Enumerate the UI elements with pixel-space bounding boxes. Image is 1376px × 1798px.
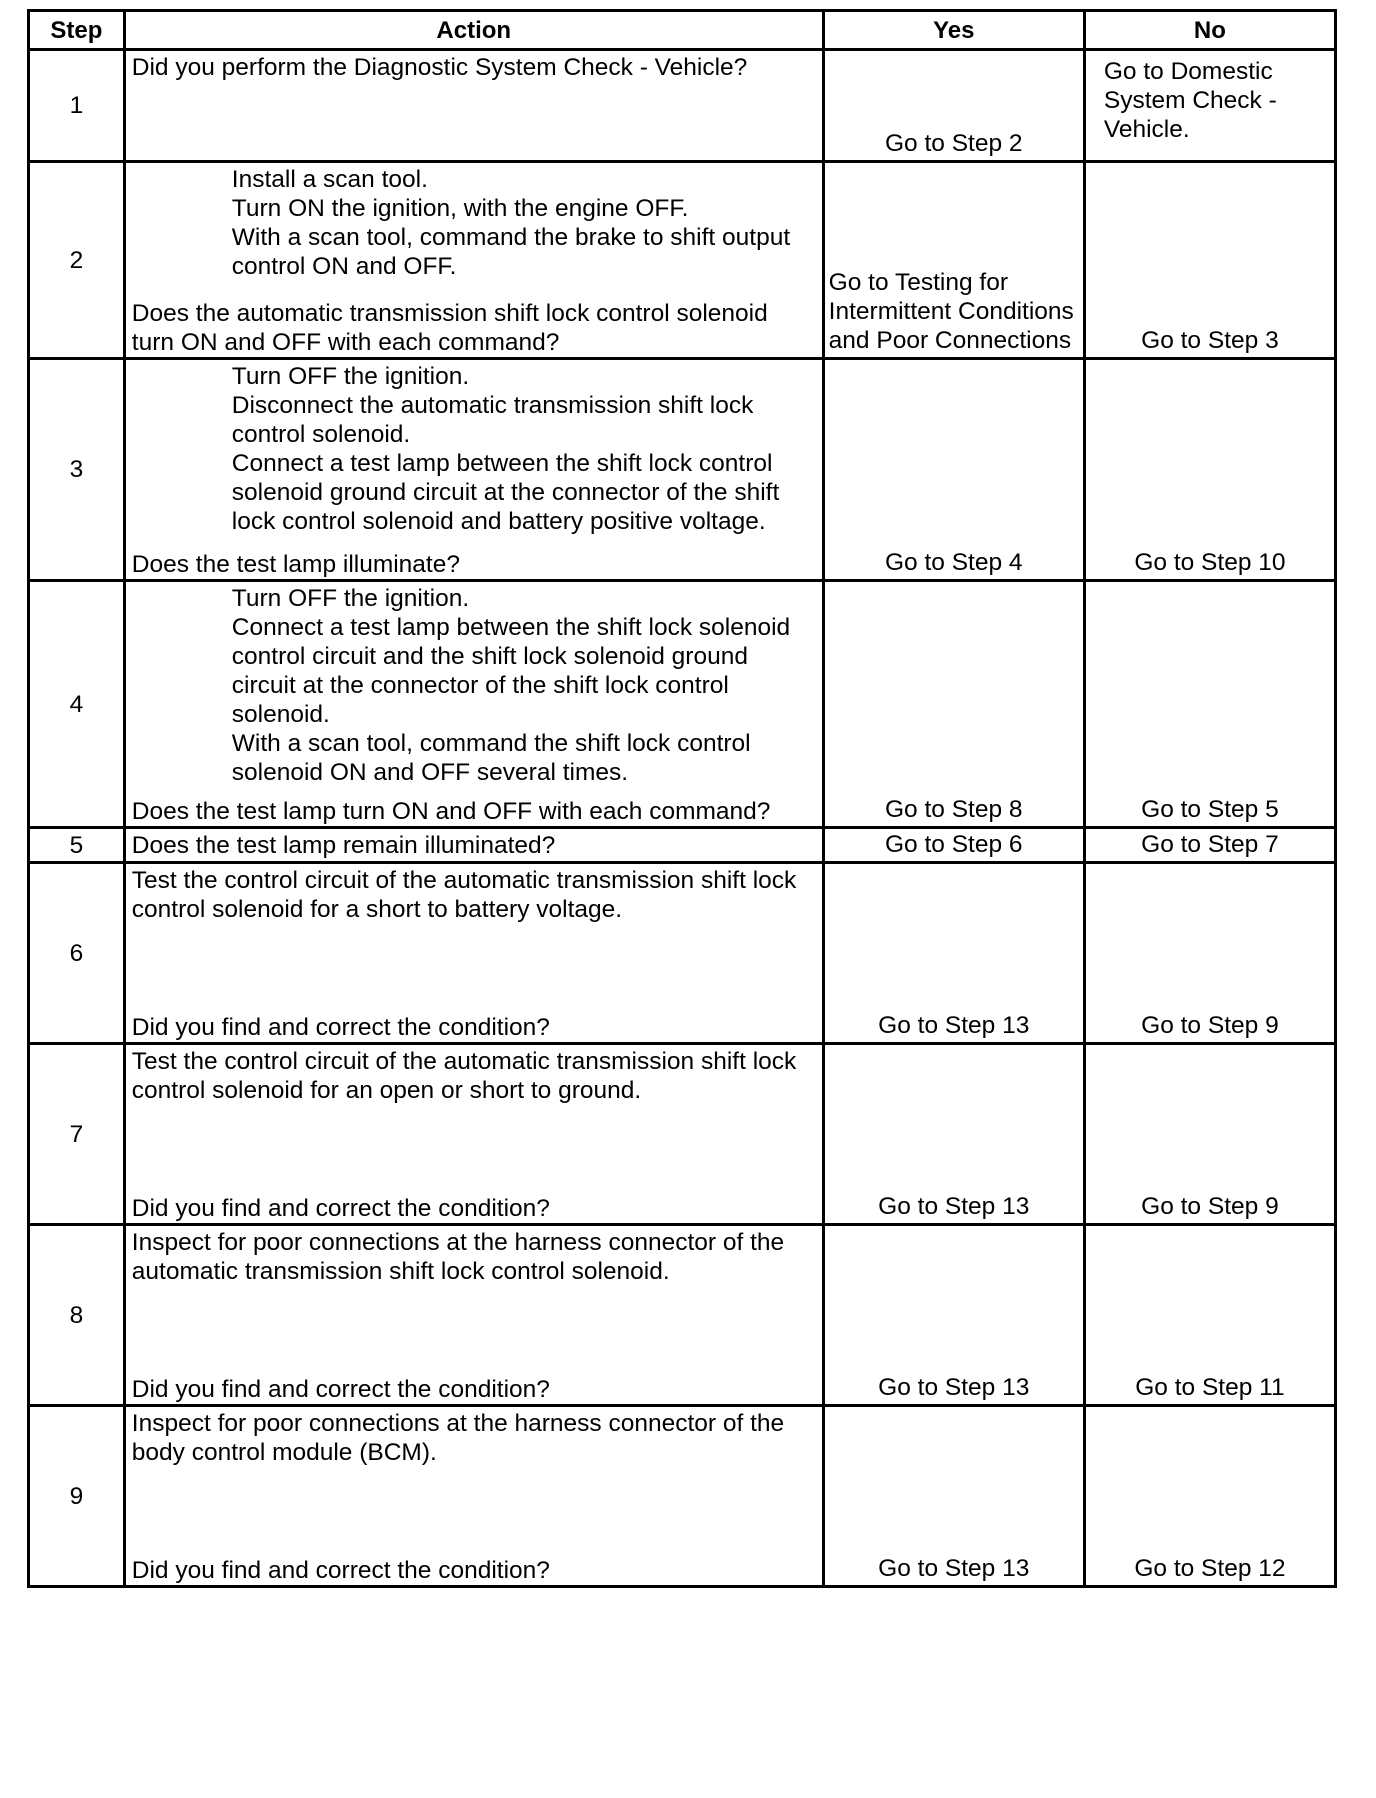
table-row	[29, 828, 1336, 863]
no-text: Go to Domestic System Check - Vehicle.	[1103, 58, 1277, 143]
no-text: Go to Step 9	[1141, 1012, 1279, 1039]
question-text: Did you find and correct the condition?	[131, 1014, 550, 1041]
action-cell	[124, 1406, 823, 1587]
question-text: Does the test lamp illuminate?	[131, 551, 460, 578]
no-cell	[1084, 581, 1335, 828]
yes-text: Go to Step 6	[884, 831, 1023, 858]
table-row	[29, 50, 1336, 162]
yes-cell	[823, 828, 1084, 863]
step-number: 3	[29, 359, 125, 581]
instruction-line: Install a scan tool.	[231, 166, 428, 193]
instruction-line: Turn OFF the ignition.	[231, 585, 470, 612]
instruction-line: Connect a test lamp between the shift lock control solenoid ground circuit at the connector of the shift lock control solenoid and battery positive voltage.	[231, 450, 780, 535]
instruction-line: Disconnect the automatic transmission shift lock control solenoid.	[231, 392, 754, 448]
table-row	[29, 162, 1336, 359]
action-text: Inspect for poor connections at the harness connector of the automatic transmission shift lock control solenoid.	[131, 1229, 785, 1285]
yes-cell	[823, 863, 1084, 1044]
instruction-line: Turn OFF the ignition.	[231, 363, 470, 390]
step-number: 5	[29, 828, 125, 863]
step-number: 8	[29, 1225, 125, 1406]
no-cell	[1084, 1044, 1335, 1225]
action-text: Did you perform the Diagnostic System Check - Vehicle?	[131, 54, 748, 81]
no-text: Go to Step 9	[1141, 1193, 1279, 1220]
table-row	[29, 863, 1336, 1044]
action-cell	[124, 581, 823, 828]
step-number: 7	[29, 1044, 125, 1225]
table-row	[29, 359, 1336, 581]
diagnostic-table	[27, 9, 1337, 1588]
action-text: Test the control circuit of the automatic transmission shift lock control solenoid for a short to battery voltage.	[131, 867, 797, 923]
instruction-line: With a scan tool, command the shift lock control solenoid ON and OFF several times.	[231, 730, 751, 786]
instruction-list	[132, 584, 816, 787]
no-text: Go to Step 3	[1141, 327, 1279, 354]
no-cell	[1084, 359, 1335, 581]
no-cell	[1084, 162, 1335, 359]
no-cell	[1084, 1406, 1335, 1587]
action-text: Inspect for poor connections at the harness connector of the body control module (BCM).	[131, 1410, 785, 1466]
yes-text: Go to Step 13	[878, 1555, 1030, 1582]
yes-cell	[823, 1406, 1084, 1587]
no-cell	[1084, 863, 1335, 1044]
no-cell	[1084, 828, 1335, 863]
yes-text: Go to Testing for Intermittent Conditions and Poor Connections	[828, 269, 1074, 354]
yes-text: Go to Step 8	[884, 796, 1023, 823]
action-cell	[124, 863, 823, 1044]
step-number: 6	[29, 863, 125, 1044]
table-row	[29, 1225, 1336, 1406]
action-cell	[124, 1044, 823, 1225]
question-text: Did you find and correct the condition?	[131, 1557, 550, 1584]
question-text: Does the test lamp remain illuminated?	[131, 832, 556, 859]
question-text: Did you find and correct the condition?	[131, 1195, 550, 1222]
header-step: Step	[29, 11, 125, 50]
step-number: 2	[29, 162, 125, 359]
yes-cell	[823, 581, 1084, 828]
table-row	[29, 1406, 1336, 1587]
action-cell	[124, 162, 823, 359]
yes-cell	[823, 50, 1084, 162]
yes-text: Go to Step 4	[884, 549, 1023, 576]
header-yes: Yes	[823, 11, 1084, 50]
yes-text: Go to Step 13	[878, 1193, 1030, 1220]
table-row	[29, 581, 1336, 828]
action-text: Test the control circuit of the automatic transmission shift lock control solenoid for an open or short to ground.	[131, 1048, 797, 1104]
instruction-list	[132, 165, 816, 281]
instruction-line: Connect a test lamp between the shift lock solenoid control circuit and the shift lock solenoid ground circuit at the connector of the shift lock control solenoid.	[231, 614, 791, 728]
action-cell	[124, 50, 823, 162]
no-cell	[1084, 1225, 1335, 1406]
yes-cell	[823, 1225, 1084, 1406]
yes-cell	[823, 1044, 1084, 1225]
no-text: Go to Step 10	[1134, 549, 1286, 576]
no-text: Go to Step 5	[1141, 796, 1279, 823]
yes-text: Go to Step 13	[878, 1374, 1030, 1401]
yes-text: Go to Step 13	[878, 1012, 1030, 1039]
yes-cell	[823, 162, 1084, 359]
step-number: 1	[29, 50, 125, 162]
yes-text: Go to Step 2	[884, 130, 1023, 157]
yes-cell	[823, 359, 1084, 581]
action-cell	[124, 828, 823, 863]
instruction-line: Turn ON the ignition, with the engine OFF.	[231, 195, 689, 222]
question-text: Does the test lamp turn ON and OFF with each command?	[131, 798, 771, 825]
header-row	[29, 11, 1336, 50]
step-number: 9	[29, 1406, 125, 1587]
step-number: 4	[29, 581, 125, 828]
no-text: Go to Step 12	[1134, 1555, 1286, 1582]
header-no: No	[1084, 11, 1335, 50]
question-text: Did you find and correct the condition?	[131, 1376, 550, 1403]
action-cell	[124, 359, 823, 581]
action-cell	[124, 1225, 823, 1406]
instruction-list	[132, 362, 816, 536]
table-row	[29, 1044, 1336, 1225]
header-action: Action	[124, 11, 823, 50]
question-text: Does the automatic transmission shift lock control solenoid turn ON and OFF with each command?	[131, 300, 768, 356]
no-text: Go to Step 7	[1141, 831, 1279, 858]
no-cell	[1084, 50, 1335, 162]
instruction-line: With a scan tool, command the brake to shift output control ON and OFF.	[231, 224, 791, 280]
no-text: Go to Step 11	[1135, 1374, 1285, 1401]
